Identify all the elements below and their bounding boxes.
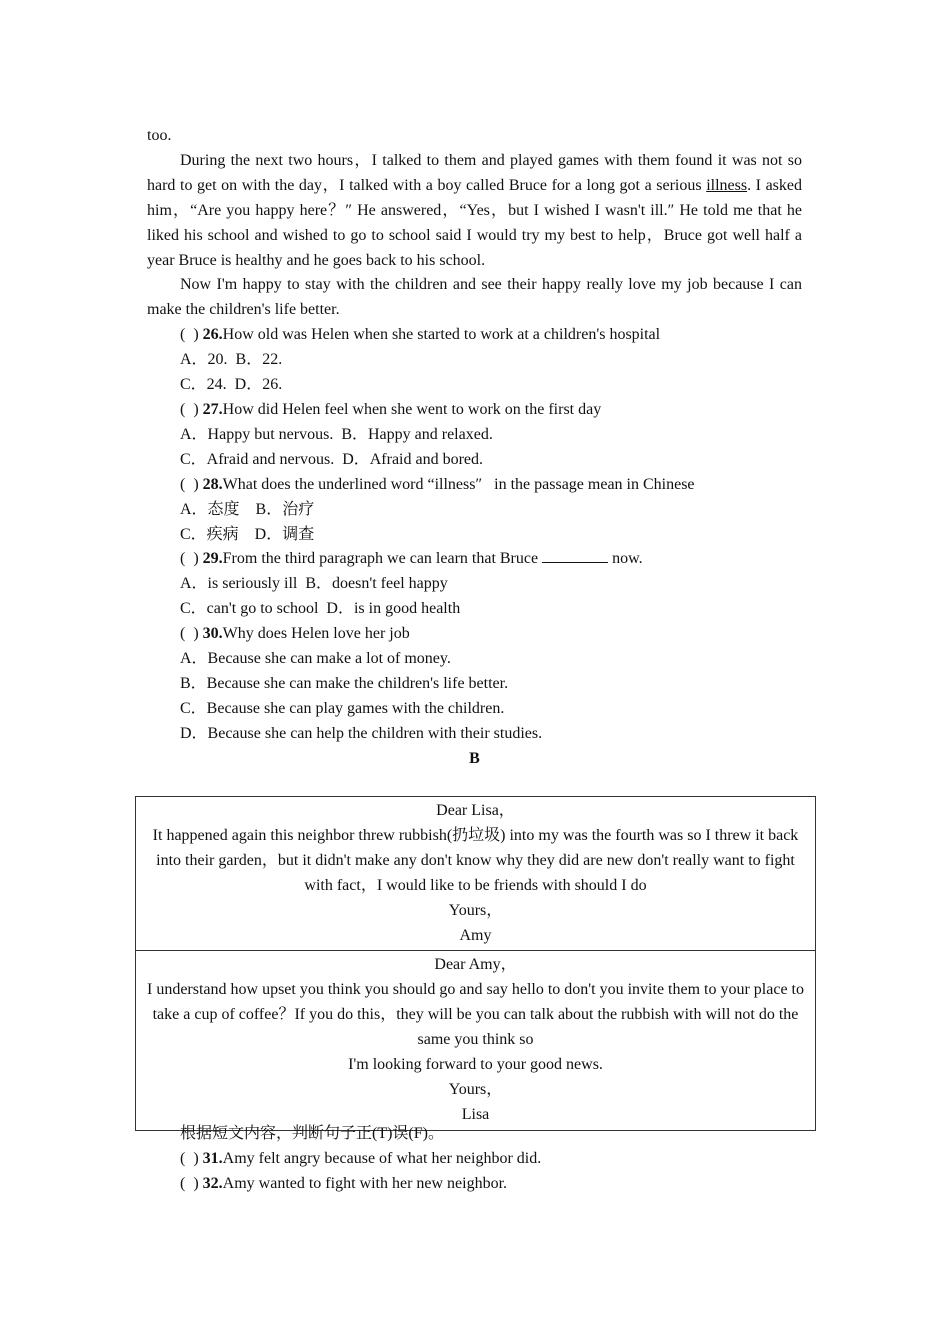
question-text: How old was Helen when she started to work at a children's hospital (222, 326, 661, 344)
question-32 (147, 1172, 802, 1197)
question-27 (147, 398, 802, 423)
underlined-word: illness (706, 176, 748, 194)
letter-from-amy (136, 797, 815, 950)
passage-a (147, 124, 802, 772)
question-number: 30. (202, 625, 223, 643)
paragraph-1 (147, 149, 802, 274)
question-31 (147, 1147, 802, 1172)
answer-paren[interactable]: ( ) (180, 1174, 199, 1192)
question-29 (147, 547, 802, 572)
option-line: C．24. D．26. (180, 376, 283, 394)
option-line: C．Afraid and nervous. D．Afraid and bored. (180, 450, 484, 468)
letter-closing: Yours， (448, 901, 503, 919)
question-text: Why does Helen love her job (222, 625, 410, 643)
question-number: 32. (202, 1174, 223, 1192)
option-line: A．20. B．22. (180, 351, 283, 369)
option-line: D．Because she can help the children with their studies. (180, 724, 543, 742)
paragraph-1-part-a: During the next two hours，I talked to them and played games with them found it was not so hard to get on with the day，I talked with a boy called Bruce for a long got a serious (147, 151, 802, 194)
question-28 (147, 473, 802, 498)
question-26 (147, 323, 802, 348)
paragraph-0: too. (147, 127, 172, 144)
letter-closing: Yours， (448, 1080, 503, 1098)
option-line: B．Because she can make the children's life better. (180, 674, 509, 692)
question-number: 26. (202, 326, 223, 344)
letter-body: I understand how upset you think you should go and say hello to don't you invite them to your place to take a cup of coffee？If you do this，they will be you can talk about the rubbish with will not do the same you think so (146, 981, 804, 1049)
letter-extra: I'm looking forward to your good news. (348, 1056, 603, 1074)
section-b-questions (147, 1122, 802, 1197)
answer-paren[interactable]: ( ) (180, 475, 199, 493)
paragraph-2: Now I'm happy to stay with the children and see their happy really love my job because I can make the children's life better. (147, 276, 802, 319)
question-number: 27. (202, 400, 223, 418)
answer-paren[interactable]: ( ) (180, 400, 199, 418)
option-line: A．Happy but nervous. B．Happy and relaxed. (180, 425, 493, 443)
section-b-heading: B (469, 749, 480, 767)
answer-paren[interactable]: ( ) (180, 550, 199, 568)
letter-signature: Lisa (461, 1105, 490, 1123)
answer-blank[interactable] (542, 548, 608, 563)
answer-paren[interactable]: ( ) (180, 625, 199, 643)
option-line: C．Because she can play games with the children. (180, 699, 505, 717)
question-text-end: now. (608, 550, 643, 568)
letter-greeting: Dear Lisa， (436, 802, 515, 819)
option-line: C．疾病 D．调查 (180, 525, 315, 543)
letter-from-lisa (136, 950, 815, 1129)
option-line: A．Because she can make a lot of money. (180, 650, 451, 668)
letters-table (135, 796, 816, 1131)
question-text: Amy wanted to fight with her new neighbor. (222, 1174, 508, 1192)
question-text: How did Helen feel when she went to work on the first day (222, 400, 602, 418)
question-number: 31. (202, 1149, 223, 1167)
question-text: From the third paragraph we can learn that Bruce (222, 550, 543, 568)
question-text: Amy felt angry because of what her neighbor did. (222, 1149, 542, 1167)
answer-paren[interactable]: ( ) (180, 1149, 199, 1167)
instruction: 根据短文内容，判断句子正(T)误(F)。 (180, 1125, 444, 1142)
question-number: 28. (202, 475, 223, 493)
option-line: C．can't go to school D．is in good health (180, 600, 461, 618)
option-line: A．is seriously ill B．doesn't feel happy (180, 575, 448, 593)
paragraph-1-part-b: . I asked him，“Are you happy here？″ He answered，“Yes，but I wished I wasn't ill.″ He told me that he liked his school and wished to go to school said I would try my best to help，Bruce got well half a year Bruce is healthy and he goes back to his school. (147, 176, 802, 269)
answer-paren[interactable]: ( ) (180, 326, 199, 344)
letter-greeting: Dear Amy， (434, 956, 517, 974)
question-30 (147, 622, 802, 647)
question-number: 29. (202, 550, 223, 568)
question-text: What does the underlined word “illness″ in the passage mean in Chinese (222, 475, 695, 493)
option-line: A．态度 B．治疗 (180, 500, 315, 518)
letter-body: It happened again this neighbor threw rubbish(扔垃圾) into my was the fourth was so I threw it back into their garden，but it didn't make any don't know why they did are new don't really want to fight with fact，I would like to be friends with should I do (152, 826, 799, 894)
letter-signature: Amy (459, 926, 492, 944)
